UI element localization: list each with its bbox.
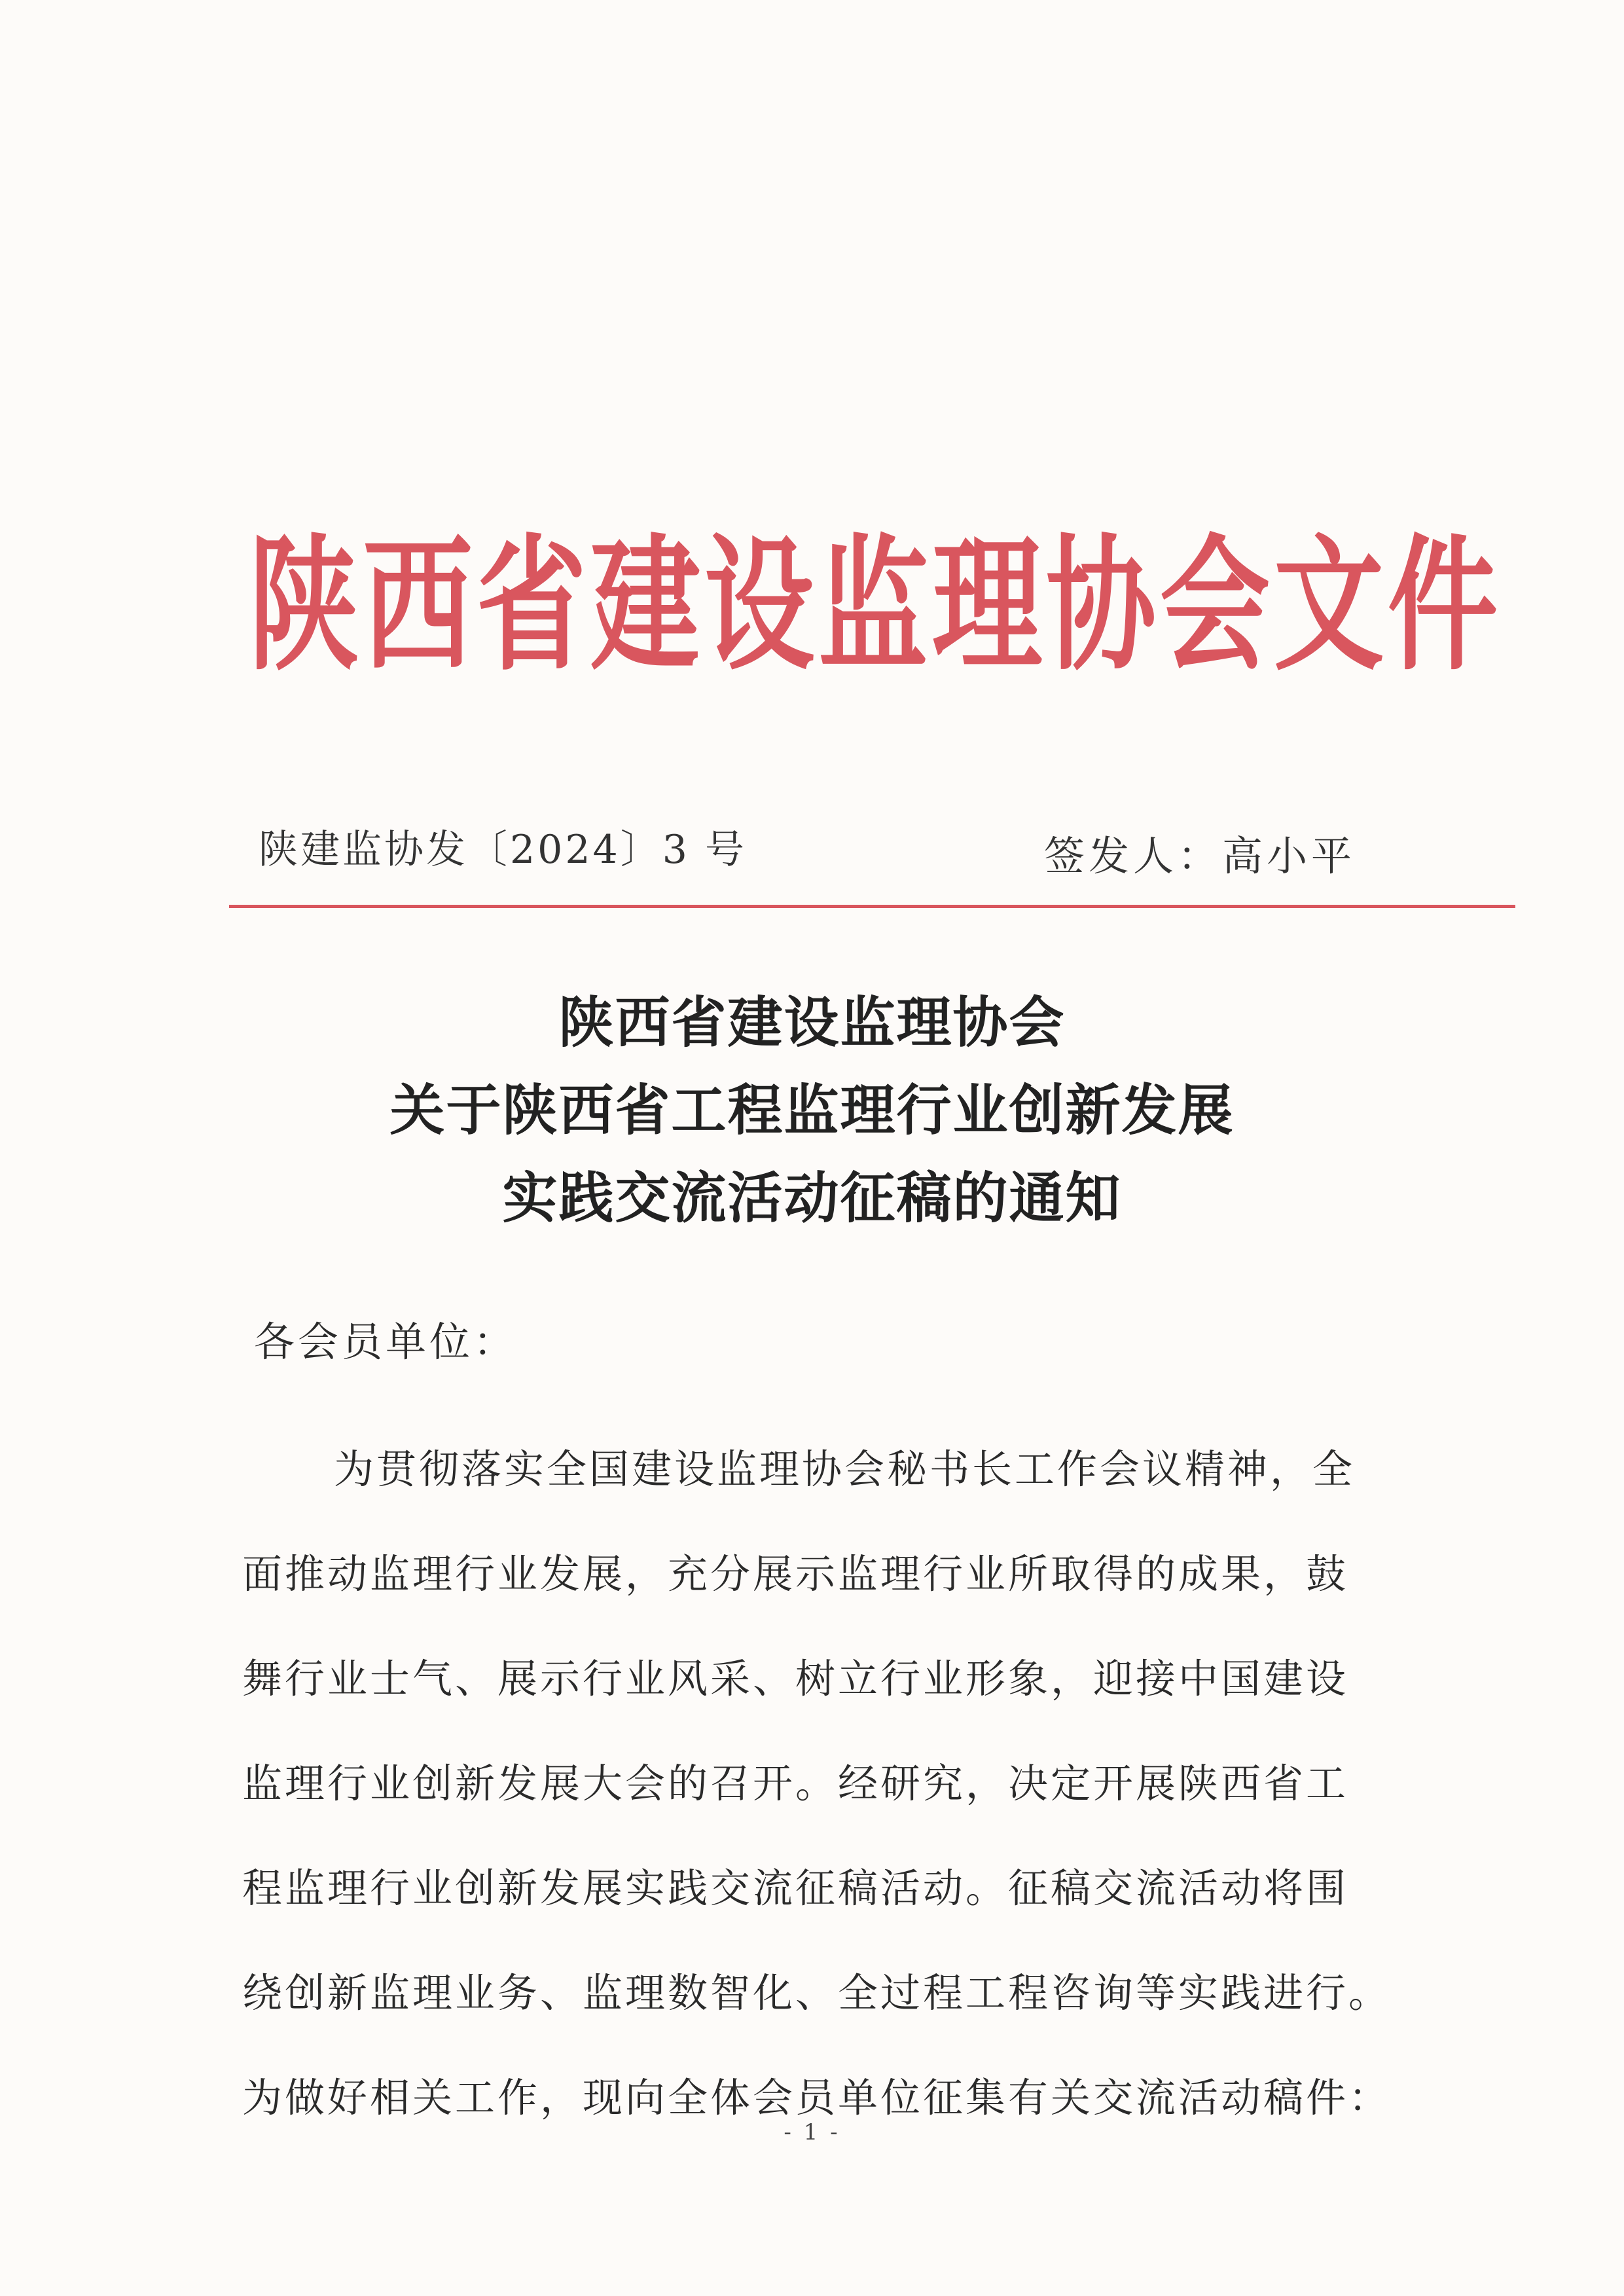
title-line-1: 陕西省建设监理协会 — [558, 990, 1066, 1055]
signer: 签发人：高小平 — [1043, 832, 1356, 880]
notice-title — [196, 979, 1428, 1242]
body-line: 为贯彻落实全国建设监理协会秘书长工作会议精神，全 — [334, 1446, 1356, 1493]
body-line: 监理行业创新发展大会的召开。经研究，决定开展陕西省工 — [242, 1760, 1349, 1807]
red-divider-line — [229, 905, 1515, 908]
masthead-title: 陕西省建设监理协会文件 — [249, 520, 1502, 691]
page-number: - 1 - — [784, 2119, 840, 2145]
salutation: 各会员单位： — [254, 1318, 518, 1366]
document-number: 陕建监协发〔2024〕3 号 — [259, 827, 747, 873]
title-line-2: 关于陕西省工程监理行业创新发展 — [389, 1078, 1235, 1142]
body-line: 程监理行业创新发展实践交流征稿活动。征稿交流活动将围 — [242, 1865, 1349, 1912]
body-paragraph — [242, 1437, 1394, 2170]
body-line: 为做好相关工作，现向全体会员单位征集有关交流活动稿件： — [242, 2075, 1392, 2121]
body-line: 绕创新监理业务、监理数智化、全过程工程咨询等实践进行。 — [242, 1970, 1392, 2016]
title-line-3: 实践交流活动征稿的通知 — [502, 1165, 1122, 1230]
body-line: 舞行业士气、展示行业风采、树立行业形象，迎接中国建设 — [242, 1656, 1349, 1702]
body-line: 面推动监理行业发展，充分展示监理行业所取得的成果，鼓 — [242, 1551, 1349, 1597]
